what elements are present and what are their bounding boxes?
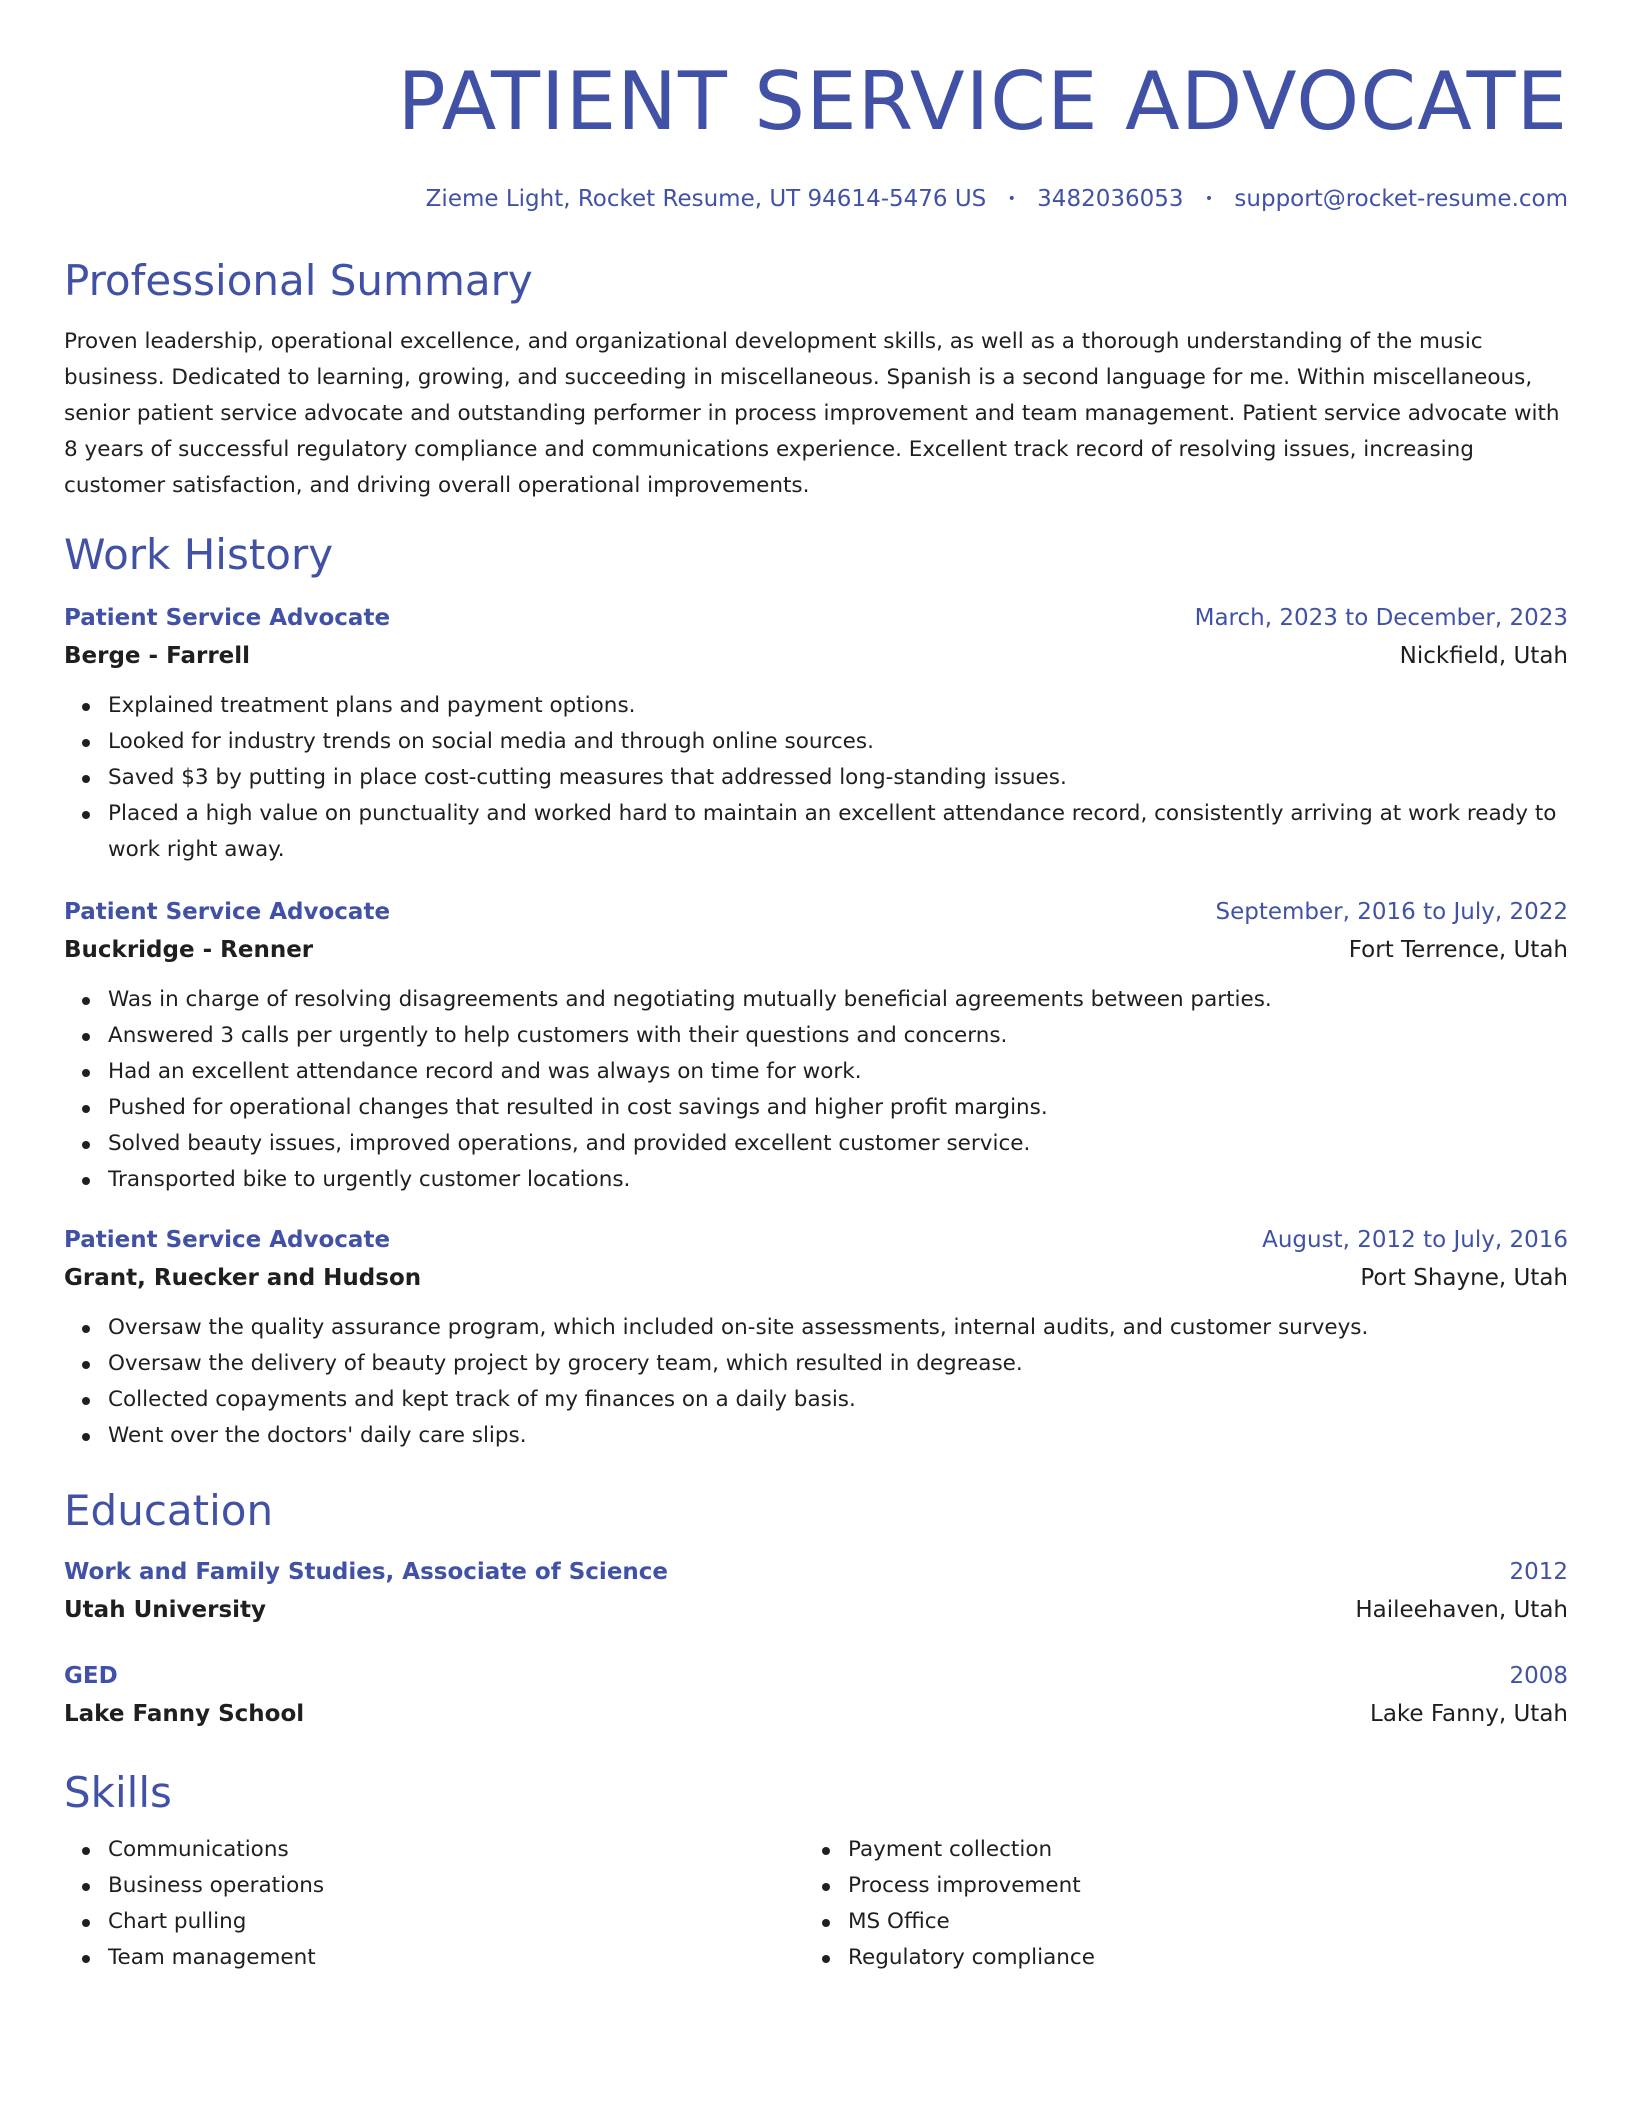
skills-list [64,1832,1568,1976]
job-entry [64,894,1568,1198]
list-item: Was in charge of resolving disagreements and negotiating mutually beneficial agreements between parties. [108,982,1558,1018]
job-location: Port Shayne, Utah [1360,1265,1568,1291]
list-item: Explained treatment plans and payment options. [108,688,1558,724]
job-company: Buckridge - Renner [64,937,314,963]
list-item: Transported bike to urgently customer locations. [108,1162,1558,1198]
contact-line [64,184,1568,214]
list-item: Solved beauty issues, improved operations, and provided excellent customer service. [108,1126,1558,1162]
job-bullets [64,1310,1568,1454]
skills-heading: Skills [64,1768,172,1817]
education-school: Lake Fanny School [64,1701,305,1727]
list-item: Business operations [108,1868,708,1904]
contact-separator: • [1007,191,1016,207]
job-location: Fort Terrence, Utah [1348,937,1568,963]
education-year: 2012 [1509,1559,1568,1585]
contact-separator: • [1204,191,1214,207]
job-role: Patient Service Advocate [64,605,391,631]
contact-email[interactable]: support@rocket-resume.com [1234,186,1568,212]
job-role: Patient Service Advocate [64,899,391,925]
education-degree: GED [64,1663,118,1689]
contact-phone: 3482036053 [1037,186,1184,212]
job-entry [64,1222,1568,1454]
skills-column-left [64,1832,804,1976]
summary-heading: Professional Summary [64,256,533,305]
education-degree: Work and Family Studies, Associate of Science [64,1559,669,1585]
list-item: Process improvement [848,1868,1448,1904]
list-item: Regulatory compliance [848,1940,1448,1976]
education-location: Lake Fanny, Utah [1370,1701,1568,1727]
work-history-heading: Work History [64,530,334,579]
list-item: Chart pulling [108,1904,708,1940]
skills-column-right [804,1832,1544,1976]
list-item: Payment collection [848,1832,1448,1868]
list-item: Team management [108,1940,708,1976]
job-role: Patient Service Advocate [64,1227,391,1253]
job-bullets [64,982,1568,1198]
list-item: Had an excellent attendance record and was always on time for work. [108,1054,1558,1090]
list-item: Communications [108,1832,708,1868]
contact-address: Zieme Light, Rocket Resume, UT 94614-5476 US [425,186,987,212]
education-entry [64,1554,1568,1630]
list-item: MS Office [848,1904,1448,1940]
job-location: Nickfield, Utah [1399,643,1568,669]
job-dates: August, 2012 to July, 2016 [1262,1227,1568,1253]
resume-title: PATIENT SERVICE ADVOCATE [397,55,1568,148]
job-company: Berge - Farrell [64,643,251,669]
education-entry [64,1658,1568,1734]
education-year: 2008 [1509,1663,1568,1689]
job-bullets [64,688,1568,868]
list-item: Saved $3 by putting in place cost-cutting measures that addressed long-standing issues. [108,760,1558,796]
list-item: Placed a high value on punctuality and worked hard to maintain an excellent attendance record, consistently arriving at work ready to work right away. [108,796,1558,868]
list-item: Pushed for operational changes that resulted in cost savings and higher profit margins. [108,1090,1558,1126]
list-item: Oversaw the delivery of beauty project by grocery team, which resulted in degrease. [108,1346,1558,1382]
list-item: Oversaw the quality assurance program, which included on-site assessments, internal audits, and customer surveys. [108,1310,1558,1346]
summary-text: Proven leadership, operational excellence, and organizational development skills, as well as a thorough understanding of the music business. Dedicated to learning, growing, and succeeding in miscellaneous. Spanish is a second language for me. Within miscellaneous, senior patient service advocate and outstanding performer in process improvement and team management. Patient service advocate with 8 years of successful regulatory compliance and communications experience. Excellent track record of resolving issues, increasing customer satisfaction, and driving overall operational improvements. [64,329,1560,498]
list-item: Answered 3 calls per urgently to help customers with their questions and concerns. [108,1018,1558,1054]
job-dates: March, 2023 to December, 2023 [1194,605,1568,631]
job-entry [64,600,1568,868]
list-item: Collected copayments and kept track of my finances on a daily basis. [108,1382,1558,1418]
resume-header [64,0,1568,214]
education-heading: Education [64,1486,274,1535]
job-company: Grant, Ruecker and Hudson [64,1265,422,1291]
education-school: Utah University [64,1597,267,1623]
list-item: Went over the doctors' daily care slips. [108,1418,1558,1454]
job-dates: September, 2016 to July, 2022 [1215,899,1568,925]
list-item: Looked for industry trends on social media and through online sources. [108,724,1558,760]
education-location: Haileehaven, Utah [1355,1597,1568,1623]
